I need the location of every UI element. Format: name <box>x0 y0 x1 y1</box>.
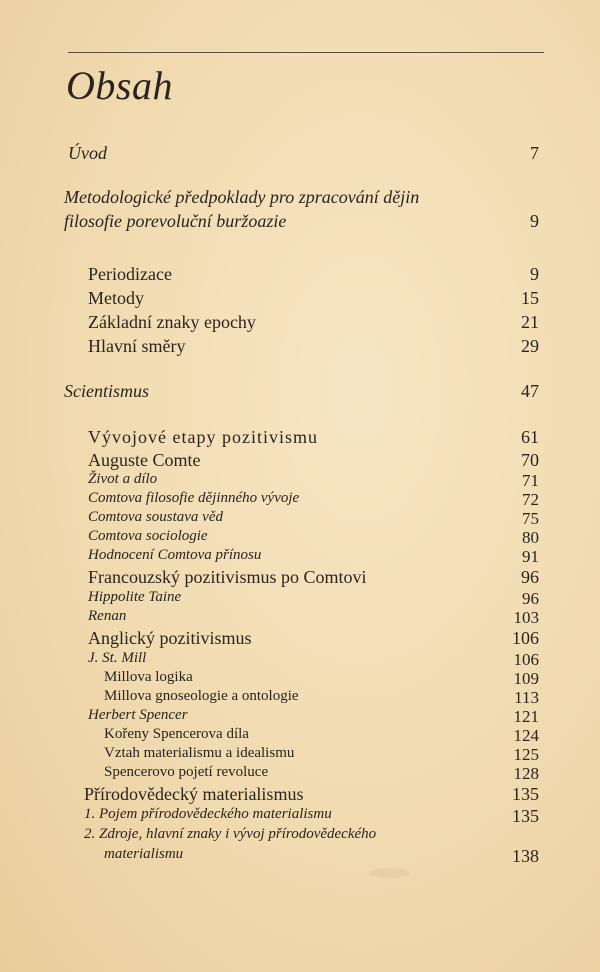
toc-entry <box>0 846 600 870</box>
toc-entry <box>0 264 600 288</box>
toc-entry-title: Millova gnoseologie a ontologie <box>104 688 299 704</box>
toc-entry-title: Hodnocení Comtova přínosu <box>88 547 262 563</box>
toc-entry <box>0 288 600 312</box>
paper-smudge <box>370 868 410 878</box>
toc-entry-title: Anglický pozitivismus <box>88 628 252 648</box>
toc-entry-title: 1. Pojem přírodovědeckého materialismu <box>84 806 332 822</box>
toc-entry-page: 71 <box>522 471 539 490</box>
toc-entry-page: 9 <box>530 264 539 284</box>
toc-entry-page: 128 <box>513 764 539 783</box>
toc-entry-page: 106 <box>512 628 539 648</box>
toc-entry-page: 7 <box>530 143 539 163</box>
toc-entry <box>0 336 600 360</box>
toc-entry-title: Vývojové etapy pozitivismu <box>88 427 318 447</box>
toc-entry-page: 96 <box>522 589 539 608</box>
toc-entry-title: Comtova sociologie <box>88 528 208 544</box>
toc-entry-title: Comtova filosofie dějinného vývoje <box>88 490 300 506</box>
toc-entry-title: Spencerovo pojetí revoluce <box>104 764 269 780</box>
toc-entry-title: Život a dílo <box>88 471 158 487</box>
toc-entry <box>0 628 600 652</box>
toc-entry <box>0 143 600 167</box>
toc-entry-page: 113 <box>514 688 539 707</box>
toc-entry-page: 21 <box>521 312 539 332</box>
toc-entry <box>0 211 600 235</box>
toc-entry-page: 70 <box>521 450 539 470</box>
toc-entry-page: 75 <box>522 509 539 528</box>
toc-entry <box>0 784 600 808</box>
toc-entry-page: 103 <box>513 608 539 627</box>
toc-entry-title: Periodizace <box>88 264 172 284</box>
toc-entry-title: filosofie porevoluční buržoazie <box>64 211 287 231</box>
page-title: Obsah <box>66 63 173 108</box>
toc-entry-page: 47 <box>521 381 539 401</box>
toc-entry-title: Základní znaky epochy <box>88 312 256 332</box>
toc-entry <box>0 312 600 336</box>
toc-entry-page: 125 <box>513 745 539 764</box>
toc-entry-page: 91 <box>522 547 539 566</box>
toc-entry-page: 109 <box>513 669 539 688</box>
toc-entry-title: Vztah materialismu a idealismu <box>104 745 295 761</box>
toc-entry <box>0 187 600 211</box>
toc-entry-page: 138 <box>512 846 539 866</box>
toc-entry-page: 135 <box>512 784 539 804</box>
toc-entry-title: Metodologické předpoklady pro zpracování dějin <box>64 187 420 207</box>
toc-entry-page: 72 <box>522 490 539 509</box>
toc-entry-title: Metody <box>88 288 144 308</box>
toc-entry <box>0 381 600 405</box>
toc-entry-title: Francouzský pozitivismus po Comtovi <box>88 567 367 587</box>
toc-entry-title: Comtova soustava věd <box>88 509 223 525</box>
toc-entry-title: Hlavní směry <box>88 336 186 356</box>
toc-entry-title: Renan <box>88 608 127 624</box>
toc-entry-page: 96 <box>521 567 539 587</box>
toc-entry-page: 135 <box>512 806 539 826</box>
toc-entry-title: Auguste Comte <box>88 450 201 470</box>
toc-entry-page: 61 <box>521 427 539 447</box>
toc-entry-page: 15 <box>521 288 539 308</box>
top-rule <box>68 52 544 53</box>
toc-entry-title: Hippolite Taine <box>88 589 182 605</box>
toc-entry <box>0 567 600 591</box>
toc-entry-title: materialismu <box>104 846 184 862</box>
toc-entry-title: Millova logika <box>104 669 193 685</box>
toc-entry-page: 106 <box>513 650 539 669</box>
toc-entry-page: 121 <box>513 707 539 726</box>
toc-entry-page: 9 <box>530 211 539 231</box>
toc-entry-page: 80 <box>522 528 539 547</box>
toc-entry-title: Přírodovědecký materialismus <box>84 784 304 804</box>
toc-entry-page: 124 <box>513 726 539 745</box>
toc-entry-title: 2. Zdroje, hlavní znaky i vývoj přírodovědeckého <box>84 826 377 842</box>
toc-entry <box>0 427 600 451</box>
toc-entry-title: Kořeny Spencerova díla <box>104 726 249 742</box>
toc-entry-title: J. St. Mill <box>88 650 147 666</box>
toc-entry-title: Herbert Spencer <box>88 707 188 723</box>
toc-entry-title: Úvod <box>68 143 107 163</box>
toc-entry-title: Scientismus <box>64 381 149 401</box>
toc-entry-page: 29 <box>521 336 539 356</box>
